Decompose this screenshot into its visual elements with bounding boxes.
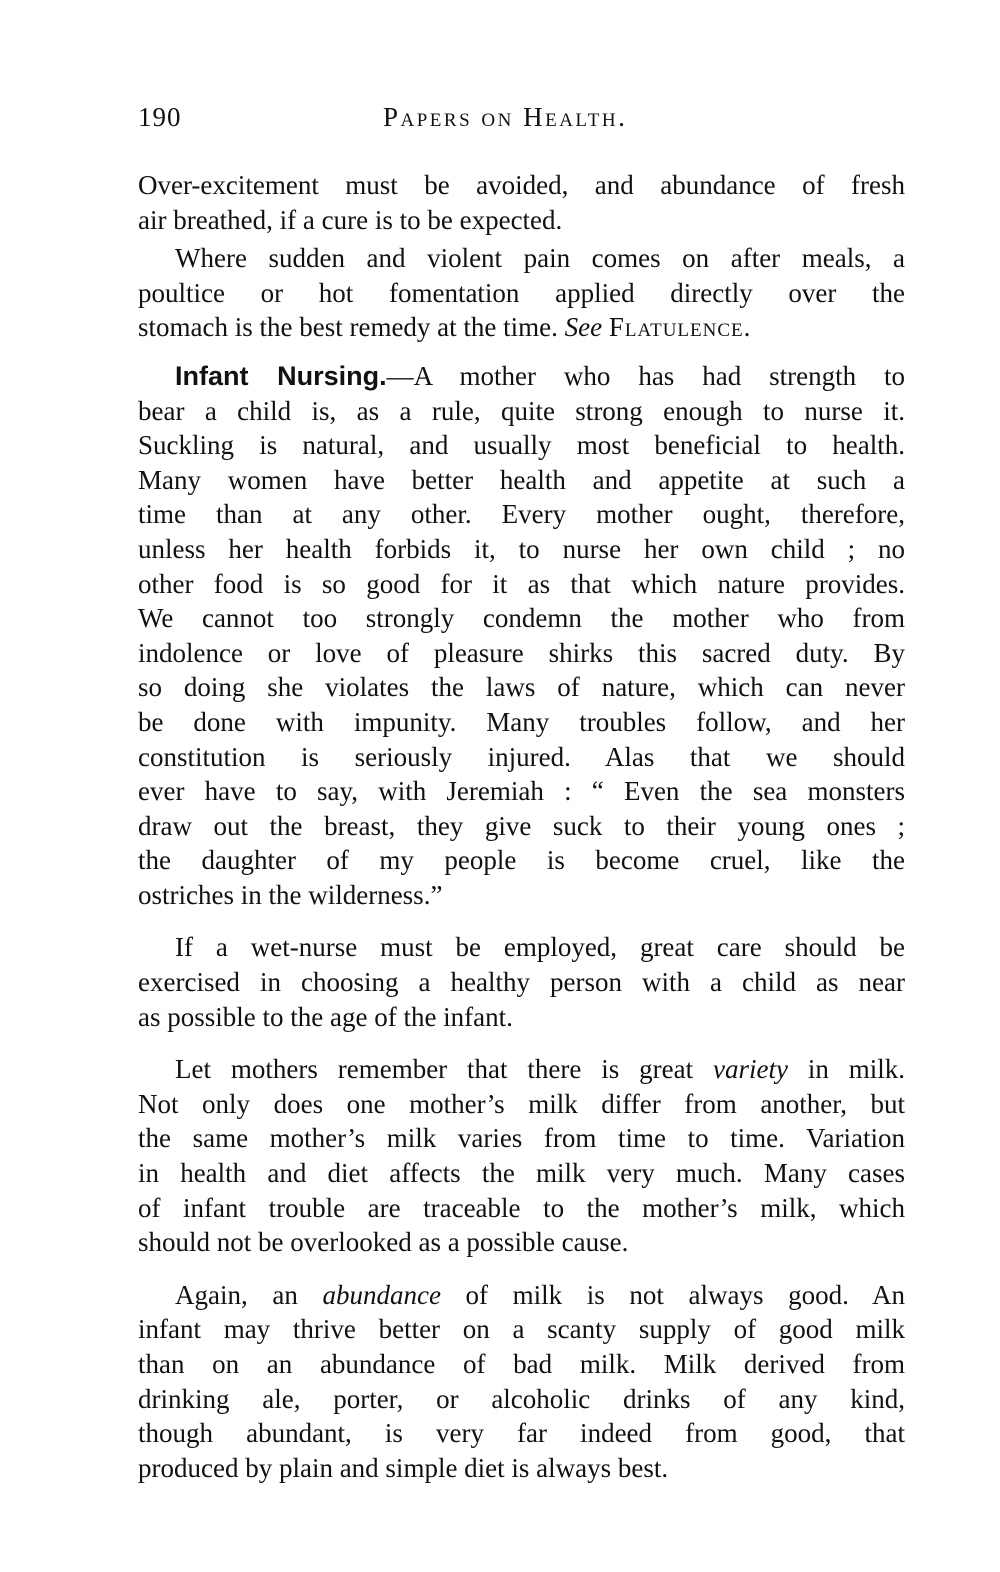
text-line xyxy=(138,394,905,429)
text-segment: so doing she violates the laws of nature, which can never xyxy=(138,672,905,703)
paragraph xyxy=(138,168,905,237)
text-line xyxy=(138,670,905,705)
text-line xyxy=(138,1087,905,1122)
text-line xyxy=(138,965,905,1000)
text-line xyxy=(138,740,905,775)
text-segment: exercised in choosing a healthy person with a child as near xyxy=(138,967,905,998)
text-line xyxy=(138,1052,905,1087)
text-line xyxy=(138,774,905,809)
text-segment: variety xyxy=(713,1054,788,1085)
paragraph xyxy=(138,241,905,345)
text-segment: indolence or love of pleasure shirks this sacred duty. By xyxy=(138,637,905,668)
text-segment: Not only does one mother’s milk differ from another, but xyxy=(138,1088,905,1119)
text-segment: poultice or hot fomentation applied directly over the xyxy=(138,277,905,308)
text-segment xyxy=(602,312,609,342)
text-line xyxy=(138,463,905,498)
text-segment: the same mother’s milk varies from time to time. Variation xyxy=(138,1123,905,1154)
text-line xyxy=(138,1451,905,1486)
text-segment: Let mothers remember that there is great xyxy=(175,1054,713,1085)
text-segment: than on an abundance of bad milk. Milk derived from xyxy=(138,1349,905,1379)
text-line xyxy=(138,930,905,965)
entry-heading: Infant Nursing. xyxy=(175,360,387,391)
text-segment: unless her health forbids it, to nurse her own child ; no xyxy=(138,533,905,564)
text-segment: Flatulence. xyxy=(608,312,752,343)
text-segment: See xyxy=(564,312,603,343)
text-line xyxy=(138,310,905,345)
text-segment: Where sudden and violent pain comes on after meals, a xyxy=(175,243,905,274)
text-segment: the daughter of my people is become cruel, like the xyxy=(138,845,905,876)
text-line xyxy=(138,1121,905,1156)
text-segment: ostriches in the wilderness.” xyxy=(138,879,443,910)
text-segment: time than at any other. Every mother ought, therefore, xyxy=(138,499,905,530)
text-segment: infant may thrive better on a scanty supply of good milk xyxy=(138,1314,905,1345)
text-line xyxy=(138,567,905,602)
text-line xyxy=(138,276,905,311)
text-line xyxy=(138,705,905,740)
text-line xyxy=(138,601,905,636)
paragraph xyxy=(138,930,905,1034)
text-segment: abundance xyxy=(322,1279,441,1310)
text-segment: though abundant, is very far indeed from good, that xyxy=(138,1418,905,1449)
text-segment: air breathed, if a cure is to be expected. xyxy=(138,204,563,235)
paragraph xyxy=(138,359,905,913)
text-segment: in health and diet affects the milk very much. Many cases xyxy=(138,1158,905,1189)
text-line xyxy=(138,1416,905,1451)
text-line xyxy=(138,809,905,844)
text-line xyxy=(138,1278,905,1313)
text-segment: ever have to say, with Jeremiah : “ Even the sea monsters xyxy=(138,776,905,807)
text-segment: If a wet-nurse must be employed, great care should be xyxy=(175,932,905,963)
text-line xyxy=(138,1191,905,1226)
text-line xyxy=(138,1312,905,1347)
text-segment: of infant trouble are traceable to the mother’s milk, which xyxy=(138,1192,905,1223)
page-header xyxy=(138,102,905,138)
text-line xyxy=(138,241,905,276)
text-segment: Many women have better health and appetite at such a xyxy=(138,464,905,495)
text-line xyxy=(138,1225,905,1260)
text-line xyxy=(138,1347,905,1382)
text-line xyxy=(138,359,905,394)
text-segment: drinking ale, porter, or alcoholic drinks of any kind, xyxy=(138,1383,905,1414)
running-title: Papers on Health. xyxy=(383,102,628,132)
text-segment: We cannot too strongly condemn the mother who from xyxy=(138,603,905,634)
text-line xyxy=(138,532,905,567)
text-line xyxy=(138,636,905,671)
text-segment: Over-excitement must be avoided, and abundance of fresh xyxy=(138,170,905,200)
text-segment: stomach is the best remedy at the time. xyxy=(138,312,565,343)
text-segment: produced by plain and simple diet is always best. xyxy=(138,1452,669,1483)
text-segment: should not be overlooked as a possible cause. xyxy=(138,1227,629,1258)
text-segment: Again, an xyxy=(175,1279,323,1310)
text-segment: constitution is seriously injured. Alas that we should xyxy=(138,741,905,772)
text-line xyxy=(138,203,905,238)
text-line xyxy=(138,497,905,532)
text-segment: of milk is not always good. An xyxy=(440,1279,906,1310)
text-segment: —A mother who has had strength to xyxy=(386,360,905,391)
page-number: 190 xyxy=(138,102,182,132)
text-line xyxy=(138,878,905,913)
text-segment: be done with impunity. Many troubles follow, and her xyxy=(138,706,905,737)
text-segment: other food is so good for it as that which nature provides. xyxy=(138,568,905,599)
text-line xyxy=(138,1382,905,1417)
text-segment: draw out the breast, they give suck to their young ones ; xyxy=(138,810,905,841)
body-text xyxy=(138,168,905,1485)
text-line xyxy=(138,843,905,878)
paragraph xyxy=(138,1052,905,1260)
text-line xyxy=(138,1000,905,1035)
text-segment: Suckling is natural, and usually most beneficial to health. xyxy=(138,430,905,461)
paragraph xyxy=(138,1278,905,1486)
text-segment: in milk. xyxy=(787,1054,905,1085)
text-segment: as possible to the age of the infant. xyxy=(138,1001,513,1032)
text-line xyxy=(138,168,905,203)
text-line xyxy=(138,428,905,463)
text-line xyxy=(138,1156,905,1191)
text-segment: bear a child is, as a rule, quite strong enough to nurse it. xyxy=(138,395,905,426)
